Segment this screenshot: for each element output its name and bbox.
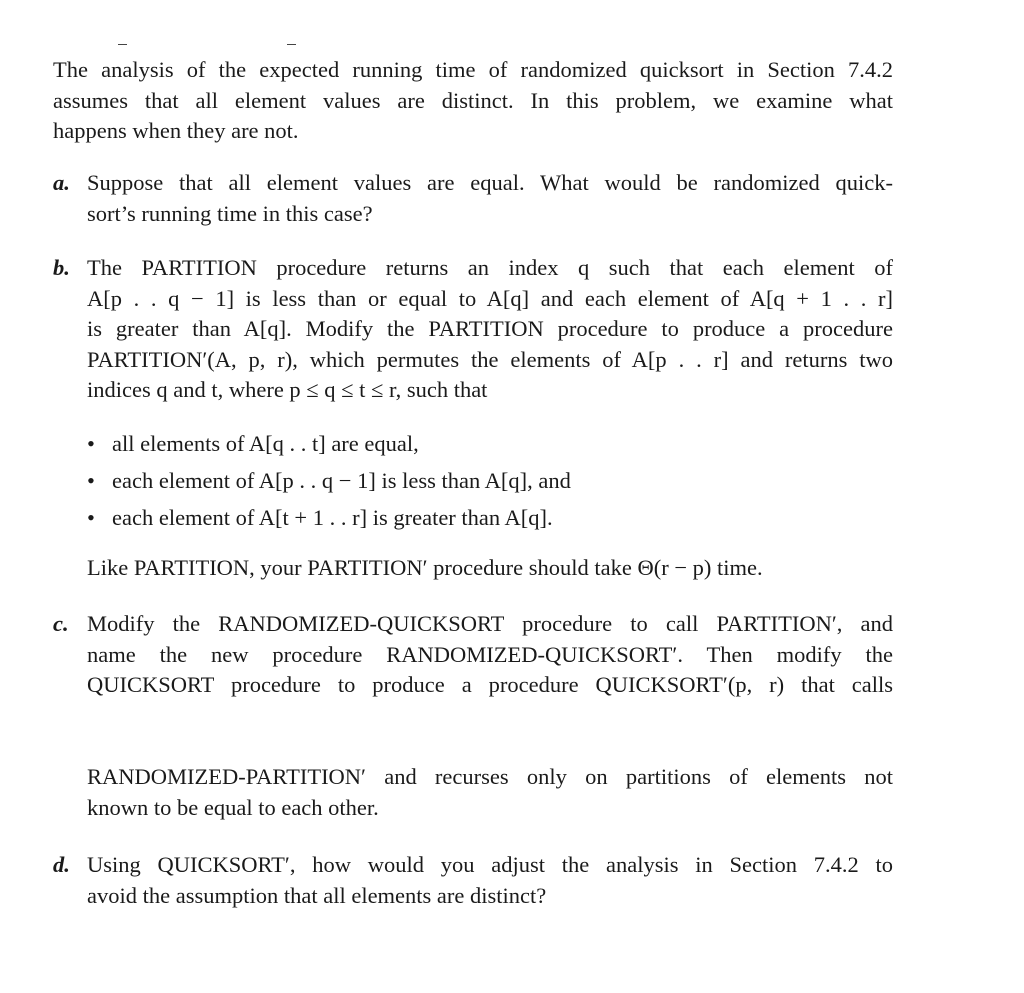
intro-paragraph [53, 55, 893, 147]
part-c-text [87, 609, 893, 701]
part-a-line-2: sort’s running time in this case? [87, 200, 373, 226]
part-c-line-3: QUICKSORT procedure to produce a procedure QUICKSORT′(p, r) that calls [87, 672, 893, 697]
condition-text: all elements of A[q . . t] are equal, [112, 431, 419, 456]
problem-part-a [53, 168, 893, 229]
problem-part-c [53, 609, 893, 701]
bullet-icon: • [87, 505, 95, 530]
part-b-closing-text: Like PARTITION, your PARTITION′ procedure should take Θ(r − p) time. [87, 555, 763, 580]
part-b-line-1: The PARTITION procedure returns an index q such that each element of [87, 255, 893, 280]
part-b-text [87, 253, 893, 406]
list-item [87, 462, 787, 499]
part-a-label: a. [53, 170, 70, 195]
part-c-line-2: name the new procedure RANDOMIZED-QUICKSORT′. Then modify the [87, 641, 893, 667]
problem-part-b [53, 253, 893, 406]
list-item [87, 499, 787, 536]
bullet-icon: • [87, 431, 95, 456]
part-c-line-1: Modify the RANDOMIZED-QUICKSORT procedure to call PARTITION′, and [87, 611, 893, 636]
intro-line-1: The analysis of the expected running time of randomized quicksort in Section 7.4.2 [53, 57, 893, 82]
condition-text: each element of A[p . . q − 1] is less than A[q], and [112, 468, 571, 493]
part-c-continuation [87, 762, 893, 823]
part-b-line-4: PARTITION′(A, p, r), which permutes the elements of A[p . . r] and returns two [87, 346, 893, 372]
part-b-closing [87, 553, 893, 584]
problem-part-d [53, 850, 893, 911]
part-b-conditions-list [87, 425, 787, 536]
intro-line-2: assumes that all element values are distinct. In this problem, we examine what [53, 87, 893, 113]
part-b-line-5: indices q and t, where p ≤ q ≤ t ≤ r, such that [87, 377, 488, 402]
part-b-line-3: is greater than A[q]. Modify the PARTITION procedure to produce a procedure [87, 316, 893, 341]
part-a-line-1: Suppose that all element values are equal. What would be randomized quick- [87, 170, 893, 195]
part-d-label: d. [53, 852, 70, 877]
part-b-label: b. [53, 255, 70, 280]
part-c-line-5: known to be equal to each other. [87, 794, 379, 820]
scan-artifact-mark [118, 44, 127, 45]
condition-text: each element of A[t + 1 . . r] is greater than A[q]. [112, 505, 553, 530]
part-c-label: c. [53, 611, 69, 636]
list-item [87, 425, 787, 462]
intro-line-3: happens when they are not. [53, 118, 299, 143]
part-c-line-4: RANDOMIZED-PARTITION′ and recurses only on partitions of elements not [87, 764, 893, 789]
part-a-text [87, 168, 893, 229]
bullet-icon: • [87, 468, 95, 493]
part-d-line-2: avoid the assumption that all elements are distinct? [87, 882, 547, 908]
part-d-text [87, 850, 893, 911]
scan-artifact-mark [287, 44, 296, 45]
part-d-line-1: Using QUICKSORT′, how would you adjust the analysis in Section 7.4.2 to [87, 852, 893, 877]
part-b-line-2: A[p . . q − 1] is less than or equal to A[q] and each element of A[q + 1 . . r] [87, 285, 893, 311]
